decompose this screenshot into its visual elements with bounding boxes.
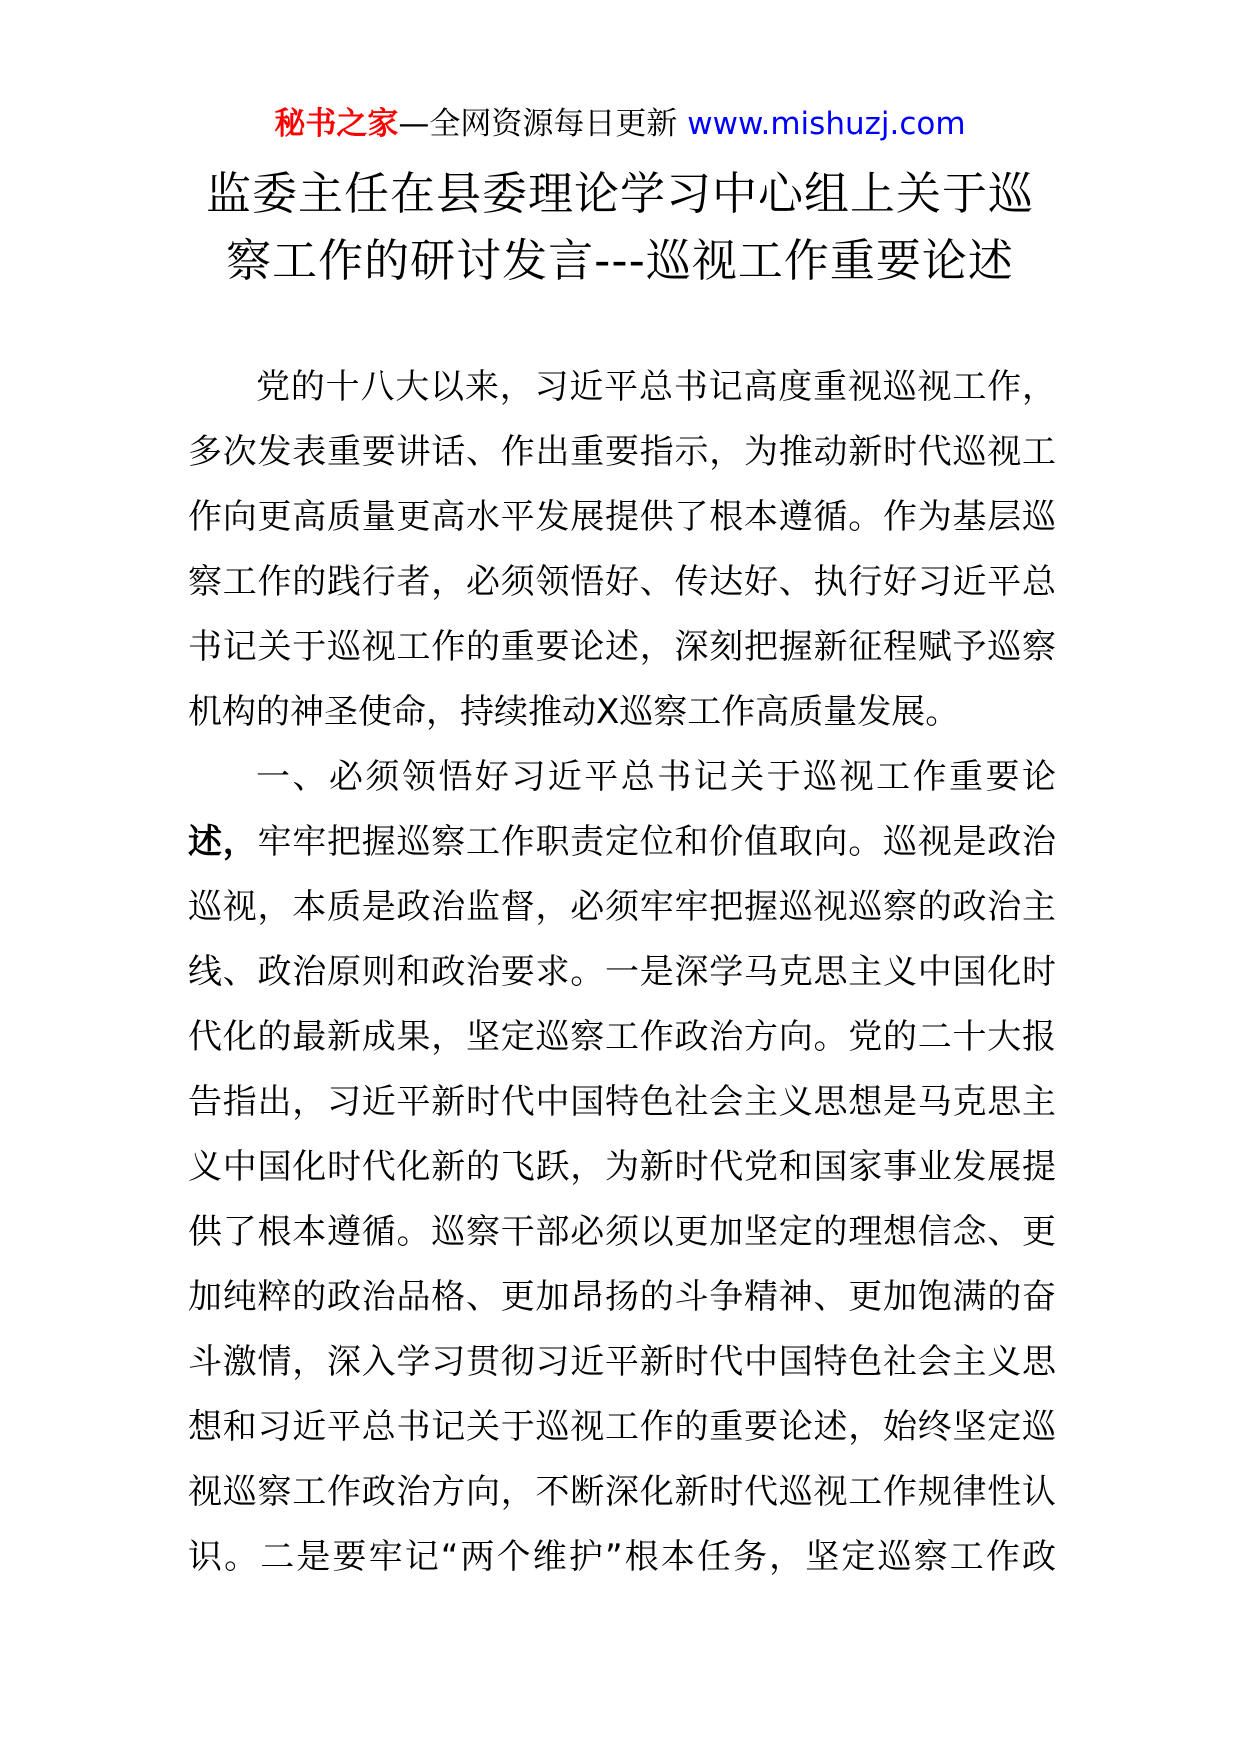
paragraph-line: 党的十八大以来，习近平总书记高度重视巡视工作， — [256, 367, 1056, 407]
site-url-link[interactable]: www.mishuzj.com — [687, 106, 966, 142]
paragraph-line: 供了根本遵循。巡察干部必须以更加坚定的理想信念、更 — [188, 1212, 1056, 1252]
header-tagline: —全网资源每日更新 — [398, 106, 688, 142]
paragraph-text: 牢牢把握巡察工作职责定位和价值取向。巡视是政治 — [257, 822, 1056, 862]
paragraph-line: 代化的最新成果，坚定巡察工作政治方向。党的二十大报 — [188, 1017, 1056, 1057]
brand-name: 秘书之家 — [274, 106, 399, 142]
title-line: 监委主任在县委理论学习中心组上关于巡 — [205, 167, 1034, 220]
paragraph-line: 多次发表重要讲话、作出重要指示，为推动新时代巡视工 — [188, 432, 1056, 472]
section-heading: 一、必须领悟好习近平总书记关于巡视工作重要论 — [256, 757, 1056, 797]
paragraph-line: 视巡察工作政治方向，不断深化新时代巡视工作规律性认 — [188, 1472, 1056, 1512]
paragraph-line: 告指出，习近平新时代中国特色社会主义思想是马克思主 — [188, 1082, 1056, 1122]
document-title — [150, 160, 1090, 294]
paragraph-line — [188, 810, 1056, 875]
section-heading-end: 述， — [188, 822, 258, 862]
paragraph-line: 识。二是要牢记“两个维护”根本任务，坚定巡察工作政 — [188, 1537, 1056, 1577]
paragraph-line: 线、政治原则和政治要求。一是深学马克思主义中国化时 — [188, 952, 1056, 992]
paragraph-line: 巡视，本质是政治监督，必须牢牢把握巡视巡察的政治主 — [188, 887, 1056, 927]
document-body — [188, 355, 1056, 1590]
site-header — [0, 100, 1240, 148]
title-line: 察工作的研讨发言---巡视工作重要论述 — [226, 234, 1014, 287]
paragraph-line: 书记关于巡视工作的重要论述，深刻把握新征程赋予巡察 — [188, 627, 1056, 667]
paragraph-line: 机构的神圣使命，持续推动X巡察工作高质量发展。 — [188, 692, 960, 732]
paragraph-line: 义中国化时代化新的飞跃，为新时代党和国家事业发展提 — [188, 1147, 1056, 1187]
section-heading-line — [188, 745, 1056, 810]
paragraph-line: 察工作的践行者，必须领悟好、传达好、执行好习近平总 — [188, 562, 1056, 602]
paragraph-line: 作向更高质量更高水平发展提供了根本遵循。作为基层巡 — [188, 497, 1056, 537]
paragraph-line: 想和习近平总书记关于巡视工作的重要论述，始终坚定巡 — [188, 1407, 1056, 1447]
paragraph-line: 斗激情，深入学习贯彻习近平新时代中国特色社会主义思 — [188, 1342, 1056, 1382]
paragraph-line: 加纯粹的政治品格、更加昂扬的斗争精神、更加饱满的奋 — [188, 1277, 1056, 1317]
